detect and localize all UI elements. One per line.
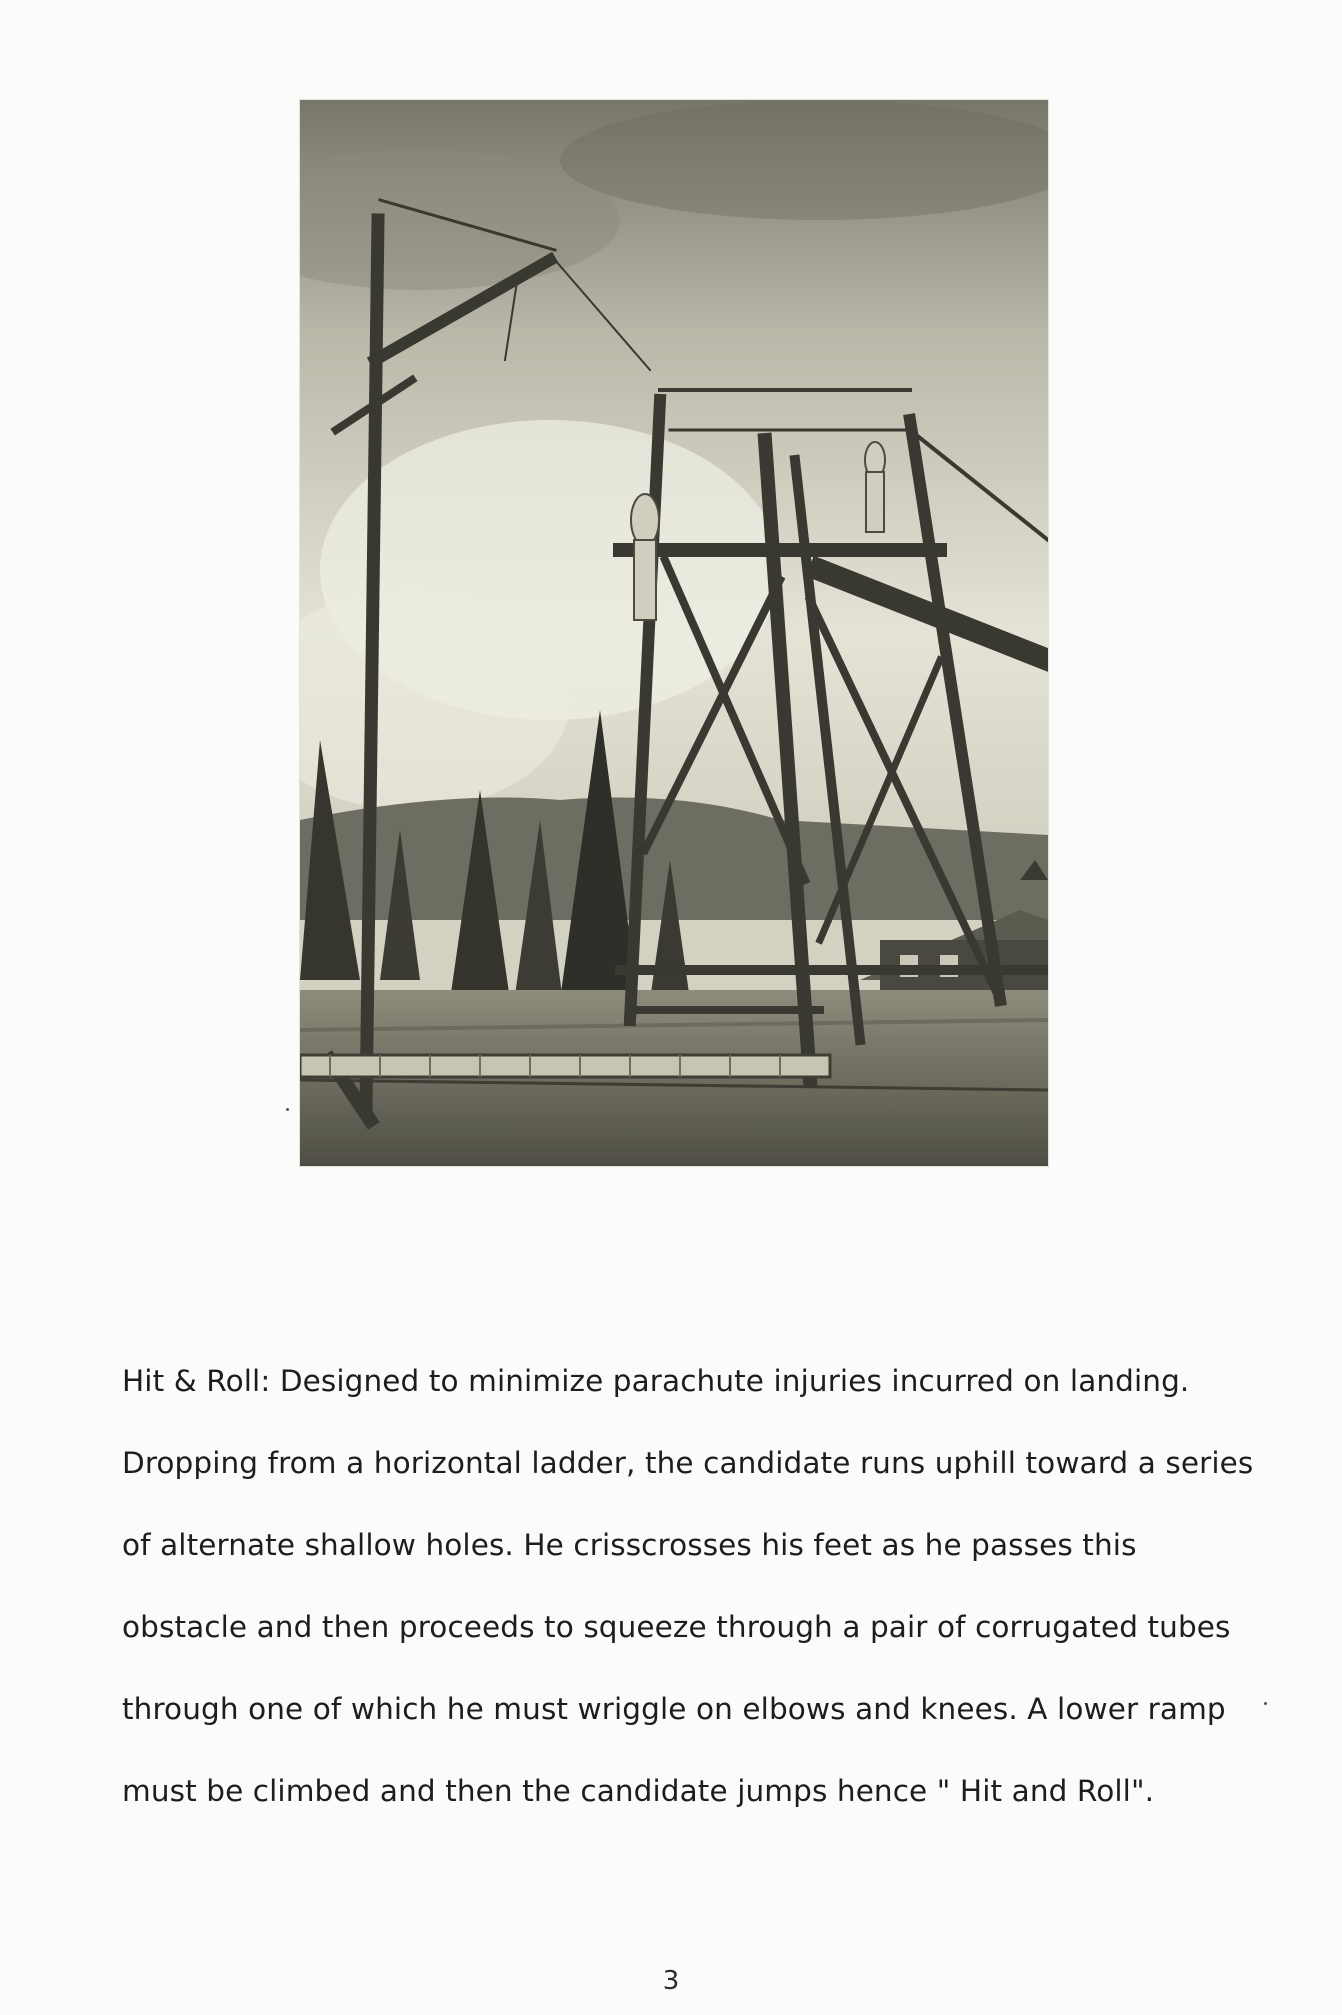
page-number: 3 <box>662 1966 680 1996</box>
paper-speck <box>286 1108 289 1111</box>
training-tower-photo <box>300 100 1048 1166</box>
caption-paragraph: Hit & Roll: Designed to minimize parachute injuries incurred on landing. Dropping from a horizontal ladder, the candidate runs uphill toward a series of alternate shallow holes. He crisscrosses his feet as he passes this obstacle and then proceeds to squeeze through a pair of corrugated tubes through one of which he must wriggle on elbows and knees. A lower ramp must be climbed and then the candidate jumps hence " Hit and Roll". <box>122 1364 1254 1808</box>
paper-speck <box>1264 1702 1267 1705</box>
